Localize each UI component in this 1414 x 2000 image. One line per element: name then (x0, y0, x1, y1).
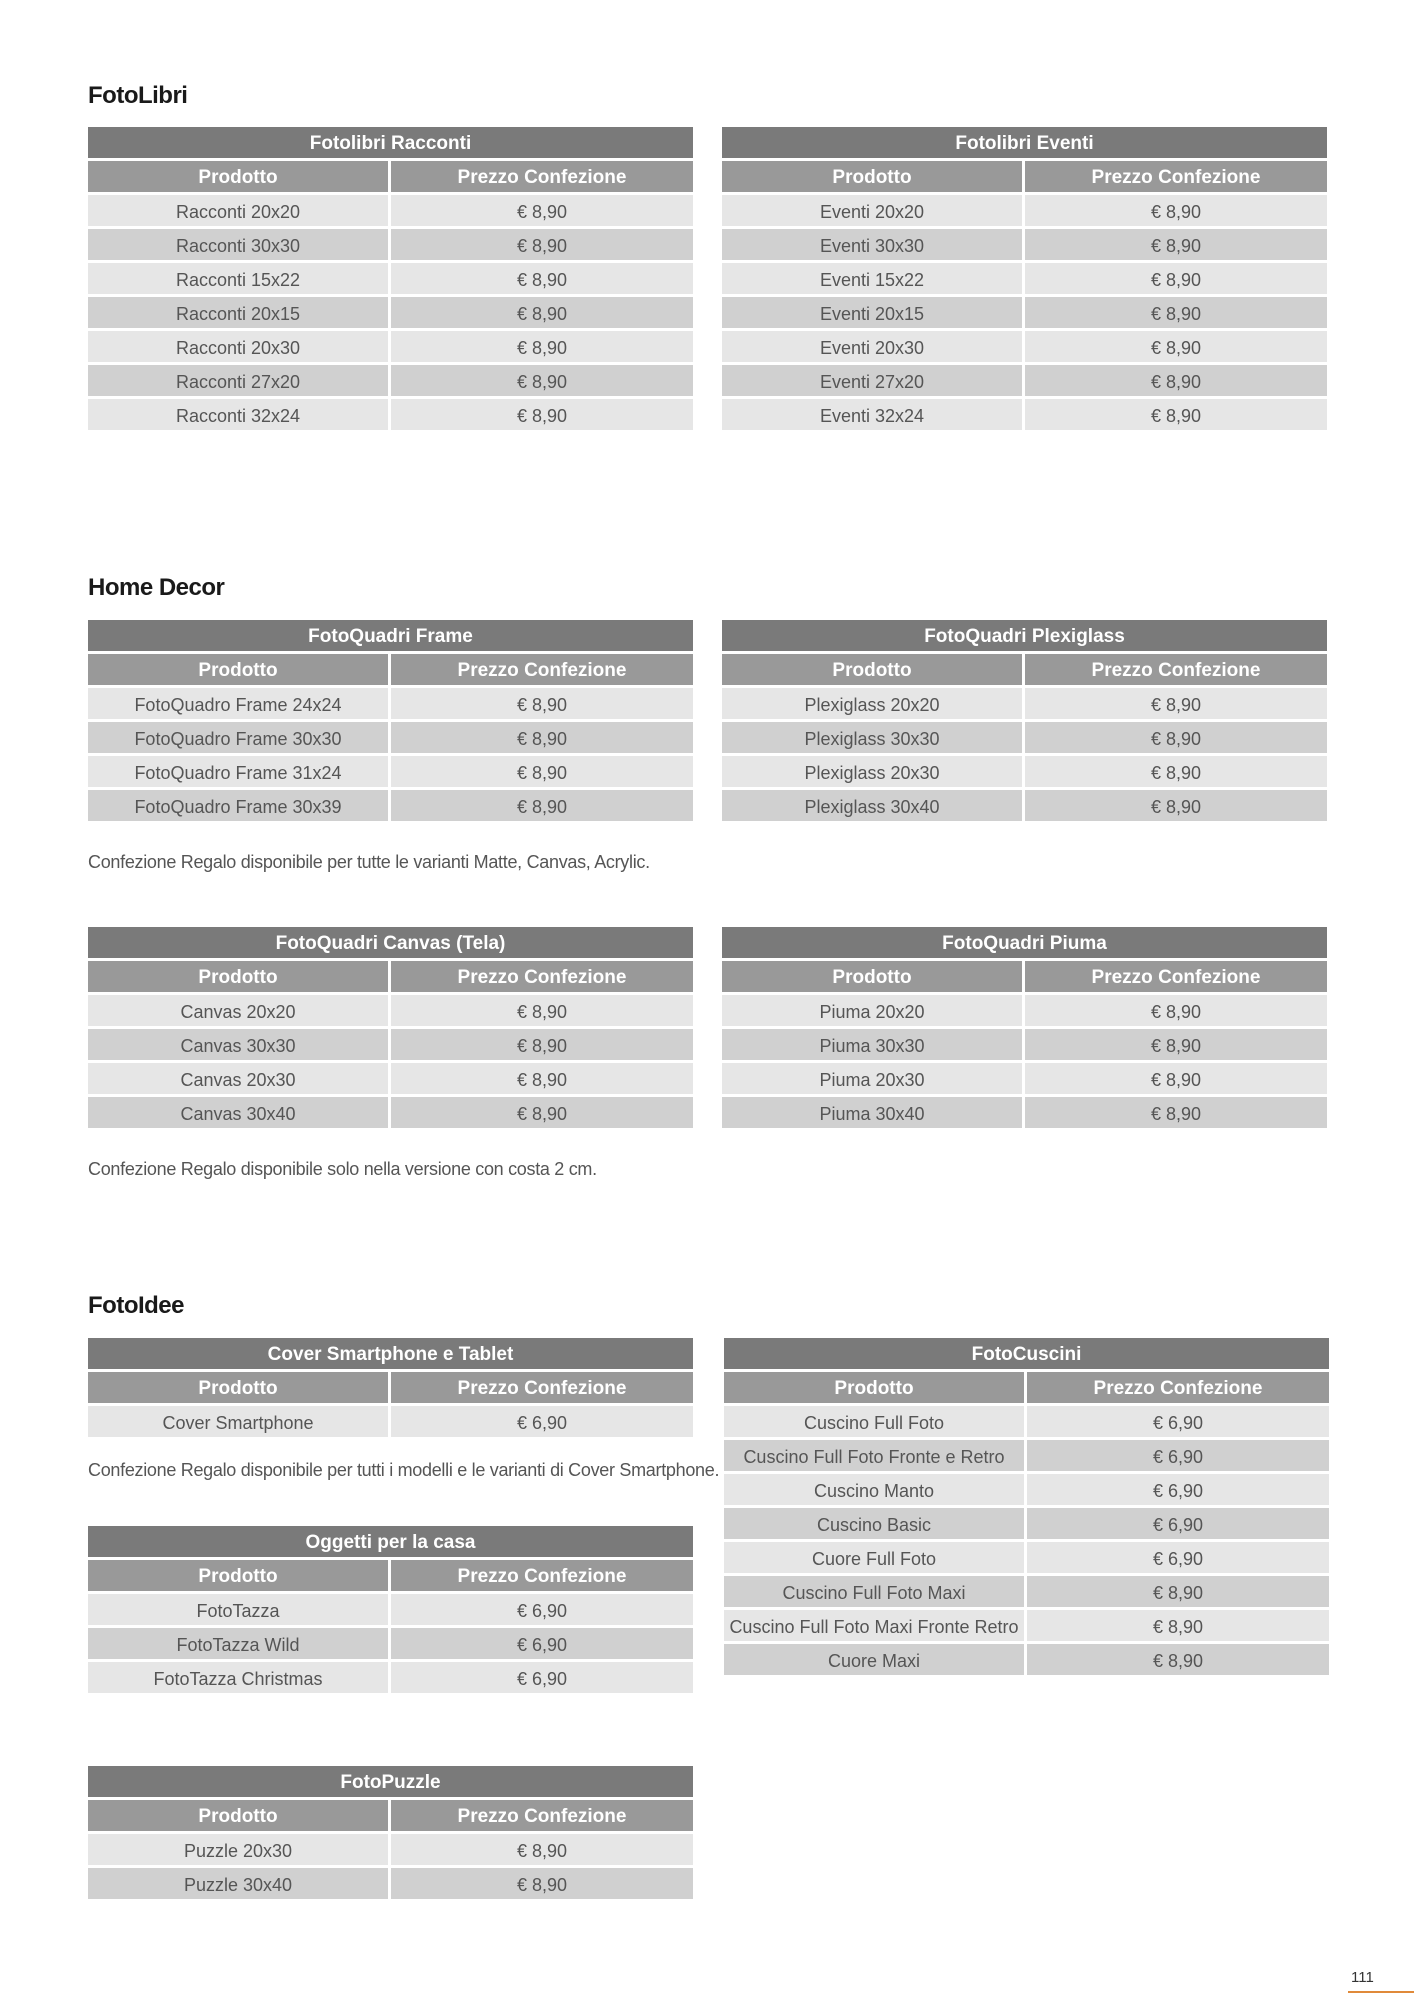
price-cell: € 8,90 (391, 1097, 693, 1128)
table-row (722, 331, 1327, 365)
table-header (88, 161, 693, 195)
product-cell: Cuscino Full Foto Maxi Fronte Retro (724, 1610, 1024, 1641)
price-cell: € 6,90 (1027, 1440, 1329, 1471)
note-canvas: Confezione Regalo disponibile solo nella versione con costa 2 cm. (88, 1159, 597, 1179)
table-fotoquadri-plexiglass (722, 620, 1327, 824)
price-cell: € 8,90 (1025, 722, 1327, 753)
price-cell: € 8,90 (1025, 1063, 1327, 1094)
table-row (722, 790, 1327, 824)
column-header-price: Prezzo Confezione (391, 961, 693, 992)
price-cell: € 8,90 (1027, 1644, 1329, 1675)
table-row (88, 995, 693, 1029)
column-header-product: Prodotto (88, 1800, 388, 1831)
price-cell: € 8,90 (1025, 365, 1327, 396)
column-header-product: Prodotto (88, 654, 388, 685)
product-cell: Canvas 30x40 (88, 1097, 388, 1128)
price-cell: € 8,90 (1025, 195, 1327, 226)
product-cell: Puzzle 30x40 (88, 1868, 388, 1899)
table-row (722, 995, 1327, 1029)
product-cell: Puzzle 20x30 (88, 1834, 388, 1865)
price-cell: € 8,90 (391, 399, 693, 430)
product-cell: Racconti 15x22 (88, 263, 388, 294)
table-row (724, 1610, 1329, 1644)
product-cell: FotoTazza Wild (88, 1628, 388, 1659)
price-cell: € 8,90 (1025, 331, 1327, 362)
product-cell: Racconti 20x15 (88, 297, 388, 328)
product-cell: Plexiglass 20x20 (722, 688, 1022, 719)
table-title: FotoQuadri Plexiglass (722, 620, 1327, 654)
table-row (724, 1406, 1329, 1440)
table-row (722, 263, 1327, 297)
product-cell: Cuscino Full Foto (724, 1406, 1024, 1437)
table-row (88, 365, 693, 399)
table-title: Cover Smartphone e Tablet (88, 1338, 693, 1372)
column-header-price: Prezzo Confezione (391, 1800, 693, 1831)
price-cell: € 6,90 (391, 1628, 693, 1659)
table-header (722, 961, 1327, 995)
table-oggetti-casa (88, 1526, 693, 1696)
table-row (88, 297, 693, 331)
product-cell: Canvas 20x30 (88, 1063, 388, 1094)
price-cell: € 8,90 (1025, 790, 1327, 821)
product-cell: Racconti 20x30 (88, 331, 388, 362)
table-row (88, 1628, 693, 1662)
product-cell: Piuma 20x20 (722, 995, 1022, 1026)
table-row (88, 1834, 693, 1868)
table-row (88, 399, 693, 433)
price-cell: € 6,90 (1027, 1508, 1329, 1539)
table-row (88, 688, 693, 722)
product-cell: Cuscino Basic (724, 1508, 1024, 1539)
column-header-price: Prezzo Confezione (1025, 654, 1327, 685)
product-cell: Cuscino Full Foto Fronte e Retro (724, 1440, 1024, 1471)
table-title: FotoQuadri Piuma (722, 927, 1327, 961)
price-cell: € 8,90 (1025, 1097, 1327, 1128)
product-cell: Plexiglass 20x30 (722, 756, 1022, 787)
section-title-fotoidee: FotoIdee (88, 1292, 184, 1319)
table-row (724, 1542, 1329, 1576)
column-header-price: Prezzo Confezione (391, 1372, 693, 1403)
table-row (88, 1868, 693, 1902)
product-cell: Eventi 20x15 (722, 297, 1022, 328)
product-cell: FotoQuadro Frame 24x24 (88, 688, 388, 719)
product-cell: Cuscino Full Foto Maxi (724, 1576, 1024, 1607)
table-row (88, 1063, 693, 1097)
table-header (88, 1560, 693, 1594)
table-row (724, 1644, 1329, 1678)
table-row (722, 1029, 1327, 1063)
table-row (722, 722, 1327, 756)
price-cell: € 8,90 (1025, 297, 1327, 328)
product-cell: Piuma 20x30 (722, 1063, 1022, 1094)
table-title: Fotolibri Racconti (88, 127, 693, 161)
table-row (88, 790, 693, 824)
product-cell: Plexiglass 30x30 (722, 722, 1022, 753)
price-cell: € 8,90 (1025, 756, 1327, 787)
table-row (88, 331, 693, 365)
table-row (722, 229, 1327, 263)
price-cell: € 8,90 (1027, 1576, 1329, 1607)
column-header-price: Prezzo Confezione (391, 161, 693, 192)
product-cell: Racconti 20x20 (88, 195, 388, 226)
price-cell: € 8,90 (391, 756, 693, 787)
page-number-rule (1348, 1991, 1414, 1993)
table-title: Fotolibri Eventi (722, 127, 1327, 161)
product-cell: FotoQuadro Frame 30x39 (88, 790, 388, 821)
column-header-product: Prodotto (722, 961, 1022, 992)
table-row (722, 297, 1327, 331)
table-header (722, 654, 1327, 688)
price-cell: € 8,90 (391, 790, 693, 821)
price-cell: € 8,90 (391, 1868, 693, 1899)
price-cell: € 6,90 (1027, 1474, 1329, 1505)
table-row (724, 1576, 1329, 1610)
table-row (88, 756, 693, 790)
table-row (724, 1440, 1329, 1474)
table-row (88, 1662, 693, 1696)
price-cell: € 6,90 (391, 1406, 693, 1437)
product-cell: Piuma 30x40 (722, 1097, 1022, 1128)
section-title-home-decor: Home Decor (88, 574, 225, 601)
table-row (88, 195, 693, 229)
price-cell: € 8,90 (1025, 688, 1327, 719)
price-cell: € 8,90 (391, 365, 693, 396)
price-cell: € 8,90 (391, 688, 693, 719)
table-row (722, 365, 1327, 399)
table-header (88, 1800, 693, 1834)
column-header-product: Prodotto (722, 161, 1022, 192)
product-cell: Cuscino Manto (724, 1474, 1024, 1505)
product-cell: Eventi 20x30 (722, 331, 1022, 362)
table-row (722, 1097, 1327, 1131)
price-cell: € 8,90 (391, 229, 693, 260)
price-cell: € 8,90 (391, 1834, 693, 1865)
price-cell: € 8,90 (391, 722, 693, 753)
price-cell: € 6,90 (1027, 1542, 1329, 1573)
table-row (724, 1508, 1329, 1542)
column-header-price: Prezzo Confezione (1027, 1372, 1329, 1403)
price-cell: € 8,90 (1025, 229, 1327, 260)
table-row (88, 263, 693, 297)
price-cell: € 8,90 (391, 297, 693, 328)
table-fotoquadri-canvas (88, 927, 693, 1131)
price-cell: € 8,90 (1027, 1610, 1329, 1641)
table-row (722, 756, 1327, 790)
price-cell: € 8,90 (1025, 399, 1327, 430)
table-row (724, 1474, 1329, 1508)
product-cell: Canvas 30x30 (88, 1029, 388, 1060)
table-title: FotoQuadri Frame (88, 620, 693, 654)
column-header-product: Prodotto (88, 961, 388, 992)
product-cell: FotoQuadro Frame 31x24 (88, 756, 388, 787)
column-header-price: Prezzo Confezione (391, 1560, 693, 1591)
table-fotopuzzle (88, 1766, 693, 1902)
table-row (88, 229, 693, 263)
product-cell: Racconti 27x20 (88, 365, 388, 396)
product-cell: Eventi 15x22 (722, 263, 1022, 294)
product-cell: FotoQuadro Frame 30x30 (88, 722, 388, 753)
price-cell: € 8,90 (391, 1063, 693, 1094)
column-header-product: Prodotto (724, 1372, 1024, 1403)
column-header-product: Prodotto (722, 654, 1022, 685)
table-row (88, 1406, 693, 1440)
price-cell: € 8,90 (1025, 263, 1327, 294)
table-title: Oggetti per la casa (88, 1526, 693, 1560)
table-fotoquadri-frame (88, 620, 693, 824)
product-cell: Cuore Maxi (724, 1644, 1024, 1675)
price-cell: € 8,90 (391, 331, 693, 362)
product-cell: Piuma 30x30 (722, 1029, 1022, 1060)
price-cell: € 8,90 (391, 263, 693, 294)
table-row (88, 1594, 693, 1628)
table-row (88, 1097, 693, 1131)
product-cell: Cuore Full Foto (724, 1542, 1024, 1573)
column-header-price: Prezzo Confezione (1025, 161, 1327, 192)
price-cell: € 8,90 (1025, 995, 1327, 1026)
note-frame: Confezione Regalo disponibile per tutte le varianti Matte, Canvas, Acrylic. (88, 852, 650, 872)
price-cell: € 8,90 (391, 995, 693, 1026)
column-header-price: Prezzo Confezione (391, 654, 693, 685)
product-cell: Cover Smartphone (88, 1406, 388, 1437)
table-row (722, 1063, 1327, 1097)
table-row (722, 399, 1327, 433)
table-cover-smartphone (88, 1338, 693, 1440)
product-cell: FotoTazza Christmas (88, 1662, 388, 1693)
table-title: FotoPuzzle (88, 1766, 693, 1800)
table-title: FotoQuadri Canvas (Tela) (88, 927, 693, 961)
page-number: 111 (1351, 1969, 1374, 1986)
table-row (88, 1029, 693, 1063)
product-cell: Eventi 32x24 (722, 399, 1022, 430)
table-fotoquadri-piuma (722, 927, 1327, 1131)
section-title-fotolibri: FotoLibri (88, 82, 188, 109)
product-cell: Canvas 20x20 (88, 995, 388, 1026)
price-cell: € 6,90 (391, 1594, 693, 1625)
table-fotolibri-eventi (722, 127, 1327, 433)
table-title: FotoCuscini (724, 1338, 1329, 1372)
price-cell: € 6,90 (1027, 1406, 1329, 1437)
price-cell: € 8,90 (1025, 1029, 1327, 1060)
column-header-product: Prodotto (88, 1372, 388, 1403)
note-cover: Confezione Regalo disponibile per tutti i modelli e le varianti di Cover Smartphone. (88, 1460, 720, 1480)
table-fotocuscini (724, 1338, 1329, 1678)
table-header (724, 1372, 1329, 1406)
product-cell: FotoTazza (88, 1594, 388, 1625)
table-header (88, 654, 693, 688)
price-cell: € 8,90 (391, 1029, 693, 1060)
product-cell: Eventi 30x30 (722, 229, 1022, 260)
table-header (88, 1372, 693, 1406)
product-cell: Racconti 30x30 (88, 229, 388, 260)
column-header-product: Prodotto (88, 161, 388, 192)
table-header (722, 161, 1327, 195)
price-cell: € 6,90 (391, 1662, 693, 1693)
table-header (88, 961, 693, 995)
price-cell: € 8,90 (391, 195, 693, 226)
table-row (722, 688, 1327, 722)
product-cell: Racconti 32x24 (88, 399, 388, 430)
column-header-price: Prezzo Confezione (1025, 961, 1327, 992)
product-cell: Plexiglass 30x40 (722, 790, 1022, 821)
product-cell: Eventi 20x20 (722, 195, 1022, 226)
product-cell: Eventi 27x20 (722, 365, 1022, 396)
column-header-product: Prodotto (88, 1560, 388, 1591)
table-fotolibri-racconti (88, 127, 693, 433)
table-row (88, 722, 693, 756)
table-row (722, 195, 1327, 229)
